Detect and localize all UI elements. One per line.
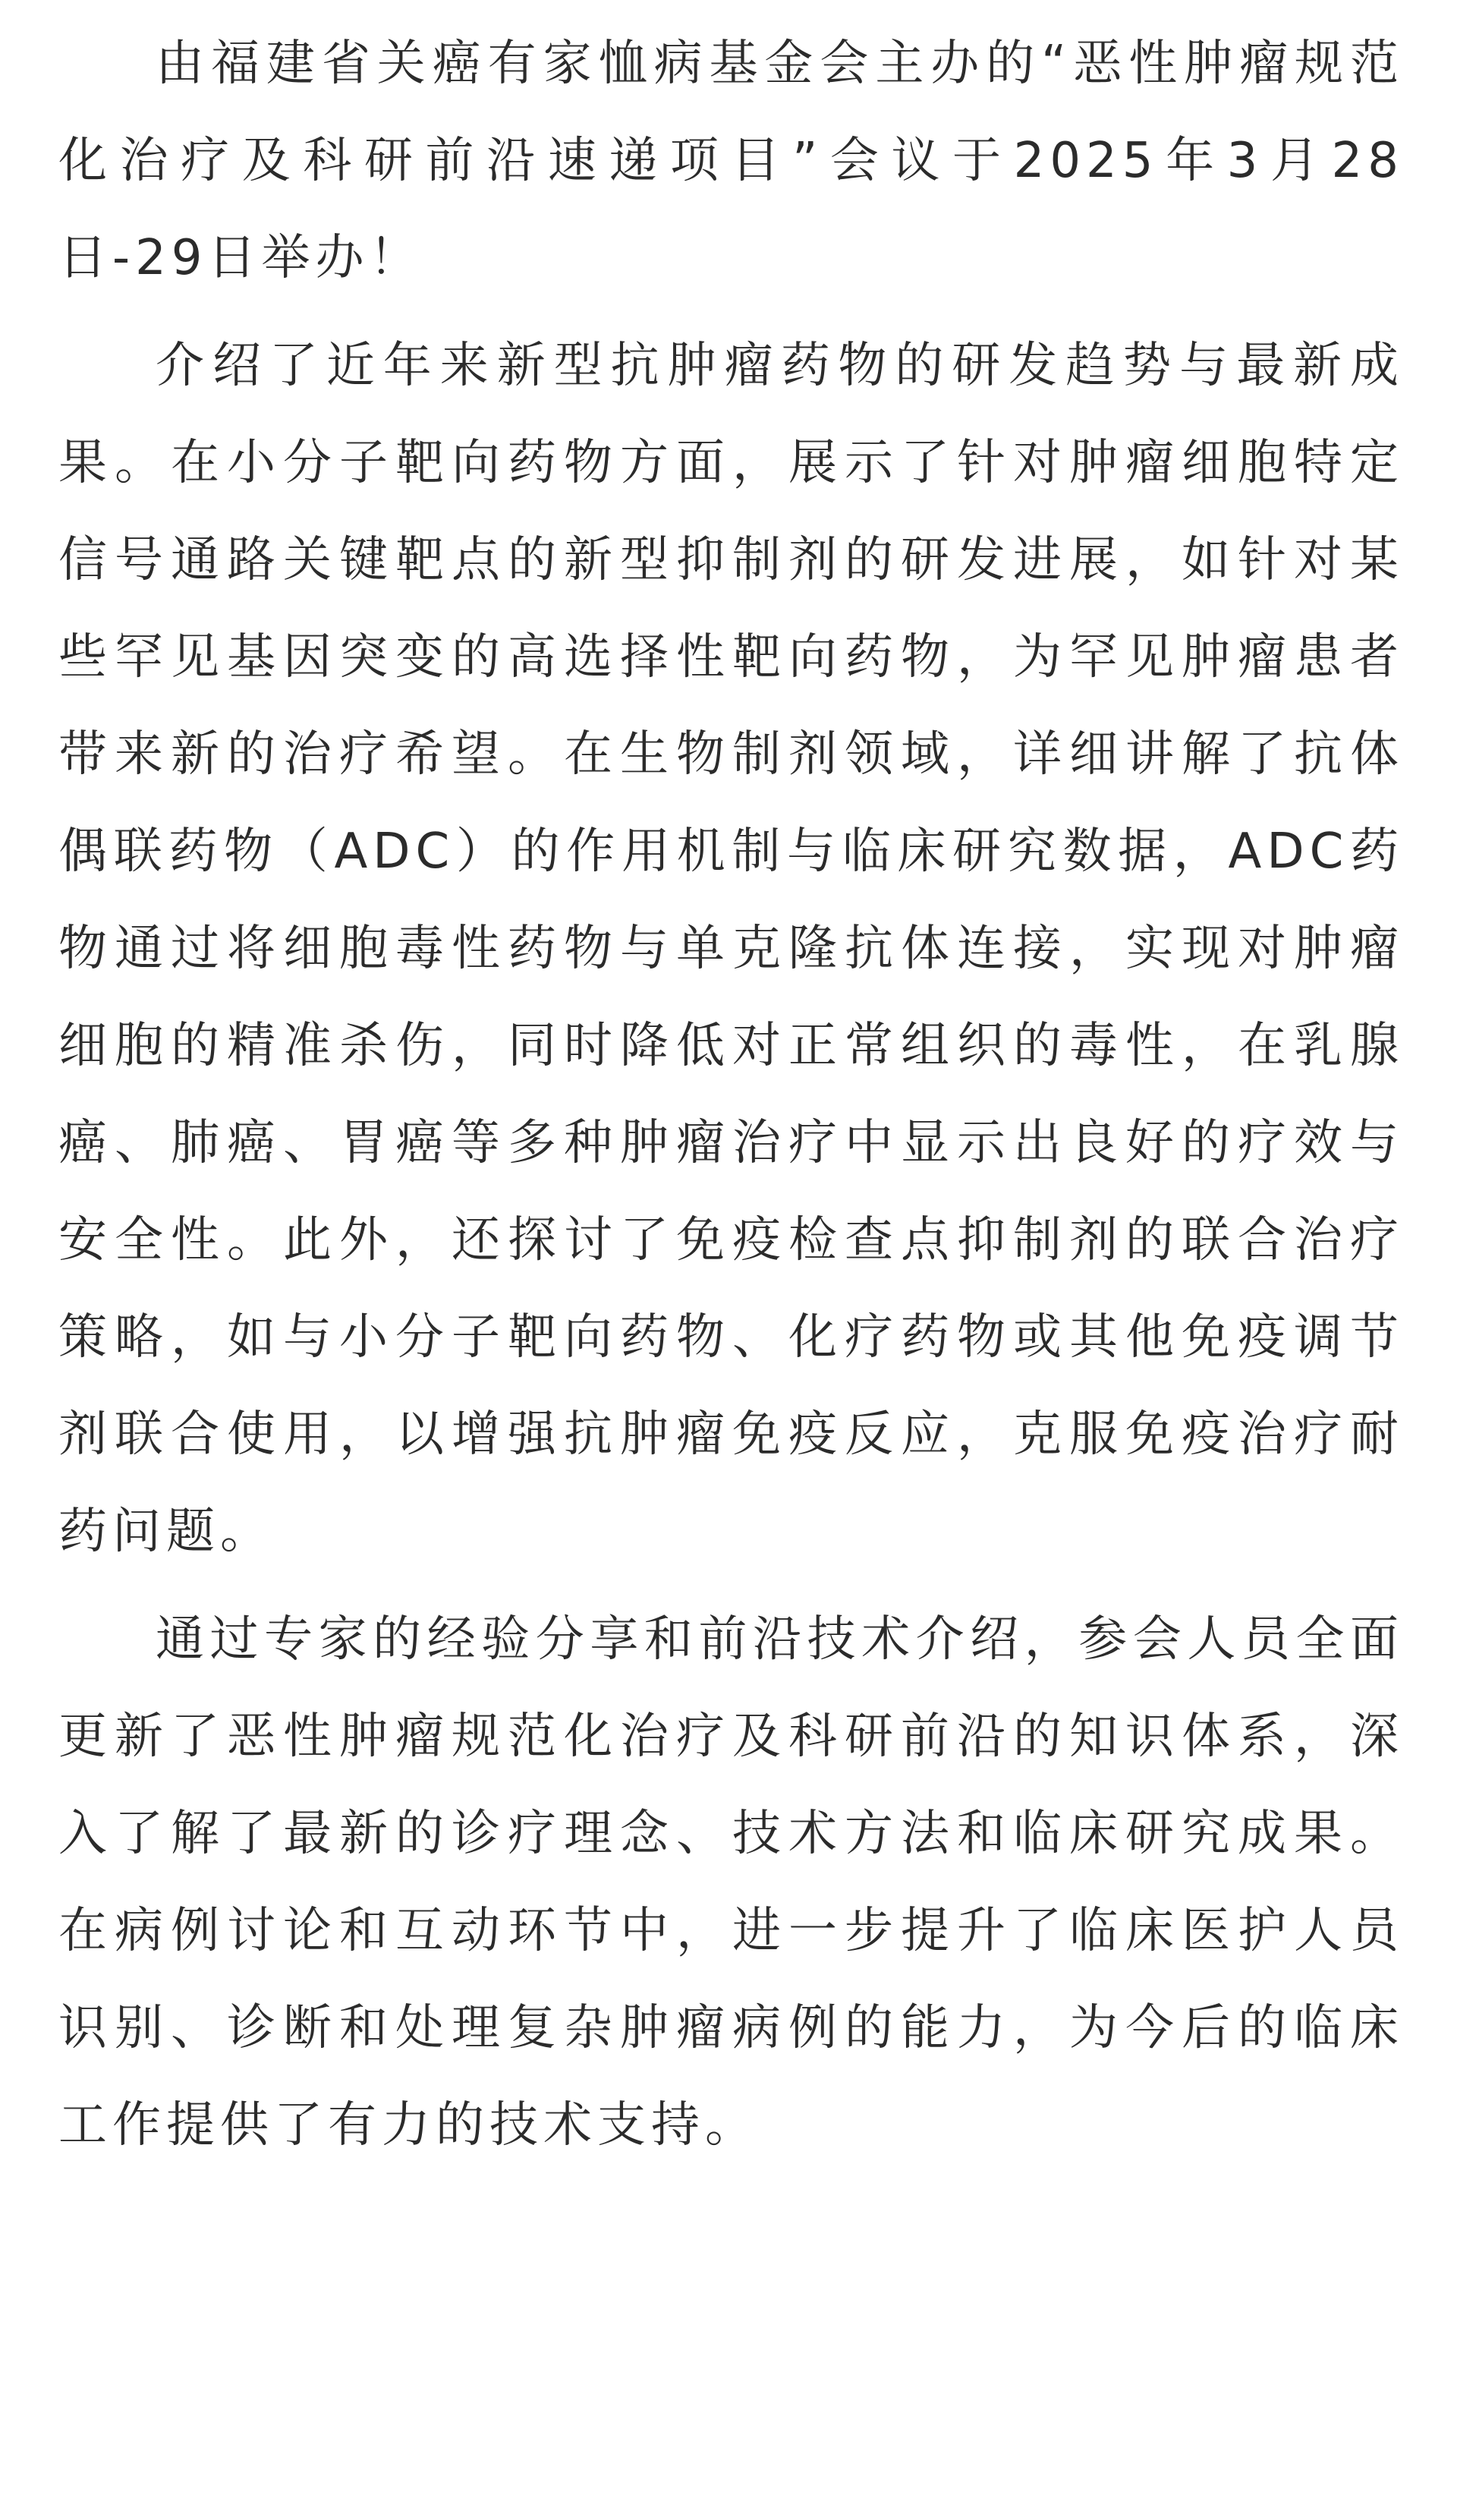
paragraph-drug-research: 介绍了近年来新型抗肿瘤药物的研发趋势与最新成果。在小分子靶向药物方面，展示了针对肿瘤细胞特定信号通路关键靶点的新型抑制剂的研发进展，如针对某些罕见基因突变的高选择性靶向药物，为罕见肿瘤患者带来新的治疗希望。在生物制剂领域，详细讲解了抗体偶联药物（ADC）的作用机制与临床研究数据，ADC药物通过将细胞毒性药物与单克隆抗体连接，实现对肿瘤细胞的精准杀伤，同时降低对正常组织的毒性，在乳腺癌、肺癌、胃癌等多种肿瘤治疗中显示出良好的疗效与安全性。此外，还探讨了免疫检查点抑制剂的联合治疗策略，如与小分子靶向药物、化疗药物或其他免疫调节剂联合使用，以增强抗肿瘤免疫反应，克服免疫治疗耐药问题。 <box>58 338 1404 1560</box>
paragraph-meeting-intro: 由福建省关癌有家恤病基金会主办的“恶性肿瘤规范化治疗及科研前沿速递项目”会议于2025年3月28日-29日举办！ <box>58 36 1404 286</box>
article-body <box>58 15 1404 2185</box>
paragraph-conclusion: 通过专家的经验分享和前沿技术介绍，参会人员全面更新了恶性肿瘤规范化治疗及科研前沿的知识体系，深入了解了最新的诊疗理念、技术方法和临床研究成果。在病例讨论和互动环节中，进一步提升了临床医护人员识别、诊断和处理复杂肿瘤病例的能力，为今后的临床工作提供了有力的技术支持。 <box>58 1611 1404 2153</box>
